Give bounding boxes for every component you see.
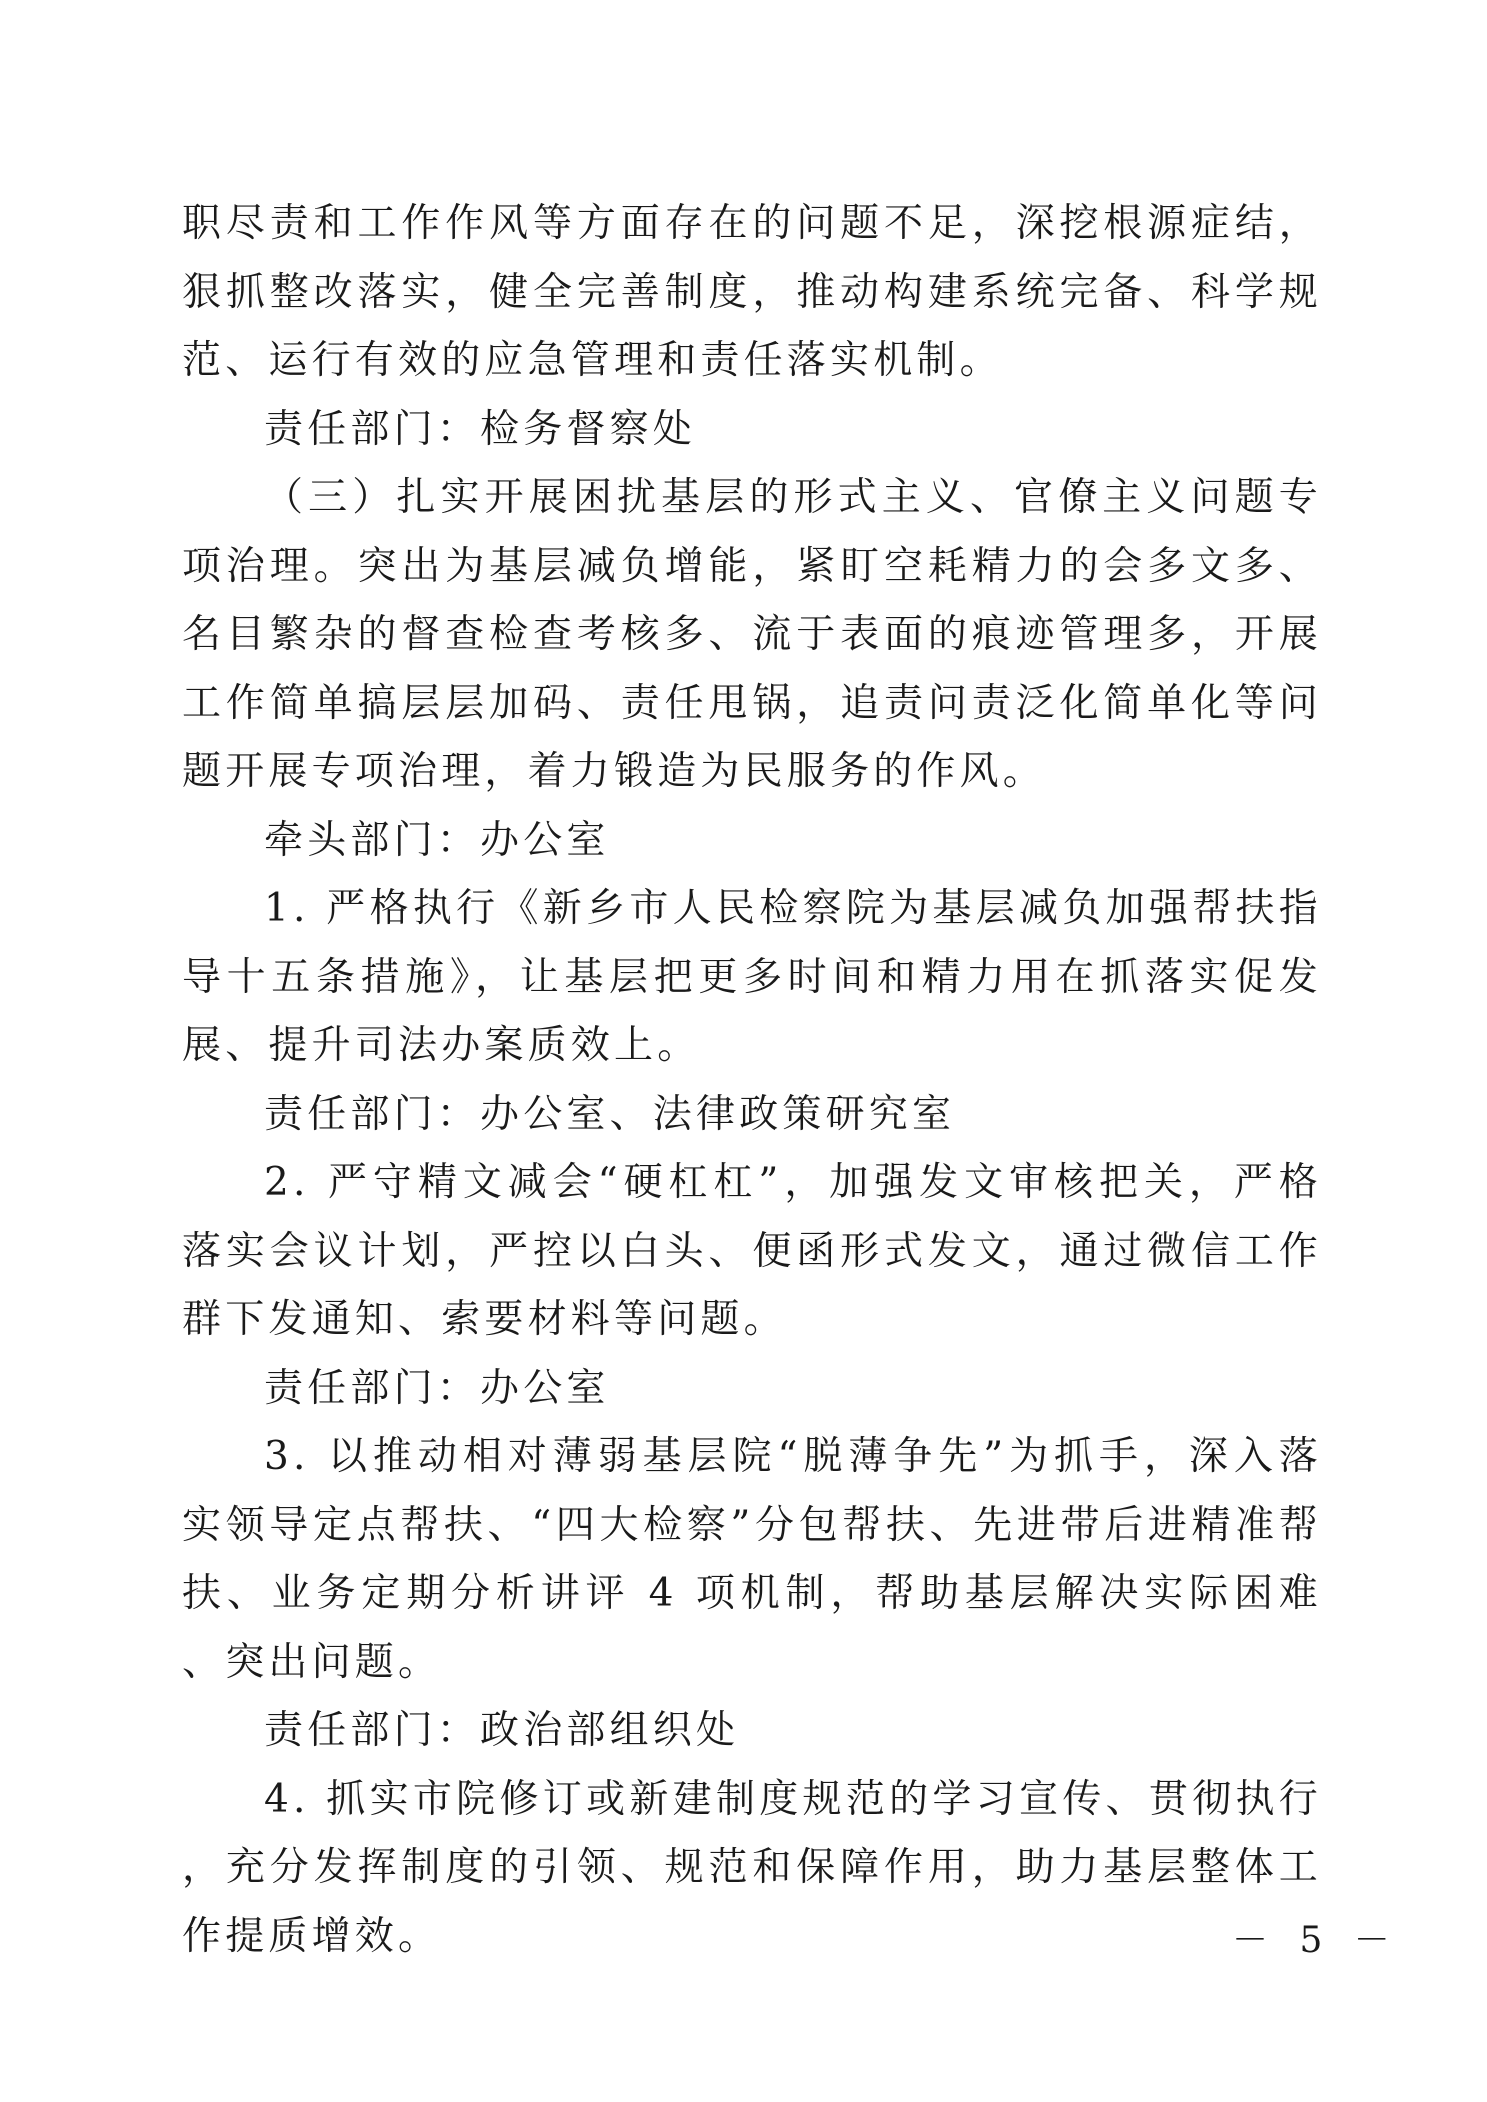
responsible-department: 责任部门：政治部组织处 <box>264 1708 740 1753</box>
numbered-item-1: 1. 严格执行《新乡市人民检察院为基层减负加强帮扶指导十五条措施》，让基层把更多时间和精力用在抓落实促发展、提升司法办案质效上。 <box>182 886 1322 1068</box>
responsible-department: 责任部门：检务督察处 <box>264 406 697 452</box>
responsible-department: 责任部门：办公室、法律政策研究室 <box>264 1091 956 1137</box>
section-heading-paragraph: （三）扎实开展困扰基层的形式主义、官僚主义问题专项治理。突出为基层减负增能，紧盯空耗精力的会多文多、名目繁杂的督查检查考核多、流于表面的痕迹管理多，开展工作简单搞层层加码、责任甩锅，追责问责泛化简单化等问题开展专项治理，着力锻造为民服务的作风。 <box>182 475 1322 794</box>
numbered-item-4: 4. 抓实市院修订或新建制度规范的学习宣传、贯彻执行，充分发挥制度的引领、规范和保障作用，助力基层整体工作提质增效。 <box>182 1776 1322 1959</box>
paragraph-continuation: 职尽责和工作作风等方面存在的问题不足，深挖根源症结，狠抓整改落实，健全完善制度，推动构建系统完备、科学规范、运行有效的应急管理和责任落实机制。 <box>182 201 1322 383</box>
lead-department: 牵头部门：办公室 <box>264 817 610 863</box>
numbered-item-3: 3. 以推动相对薄弱基层院“脱薄争先”为抓手，深入落实领导定点帮扶、“四大检察”分包帮扶、先进带后进精准帮扶、业务定期分析讲评 4 项机制，帮助基层解决实际困难、突出问题。 <box>182 1434 1322 1685</box>
responsible-department: 责任部门：办公室 <box>264 1365 610 1411</box>
document-body <box>182 190 1322 1971</box>
page-number: － 5 － <box>1232 1920 1400 1961</box>
numbered-item-2: 2. 严守精文减会“硬杠杠”，加强发文审核把关，严格落实会议计划，严控以白头、便函形式发文，通过微信工作群下发通知、索要材料等问题。 <box>182 1160 1322 1342</box>
